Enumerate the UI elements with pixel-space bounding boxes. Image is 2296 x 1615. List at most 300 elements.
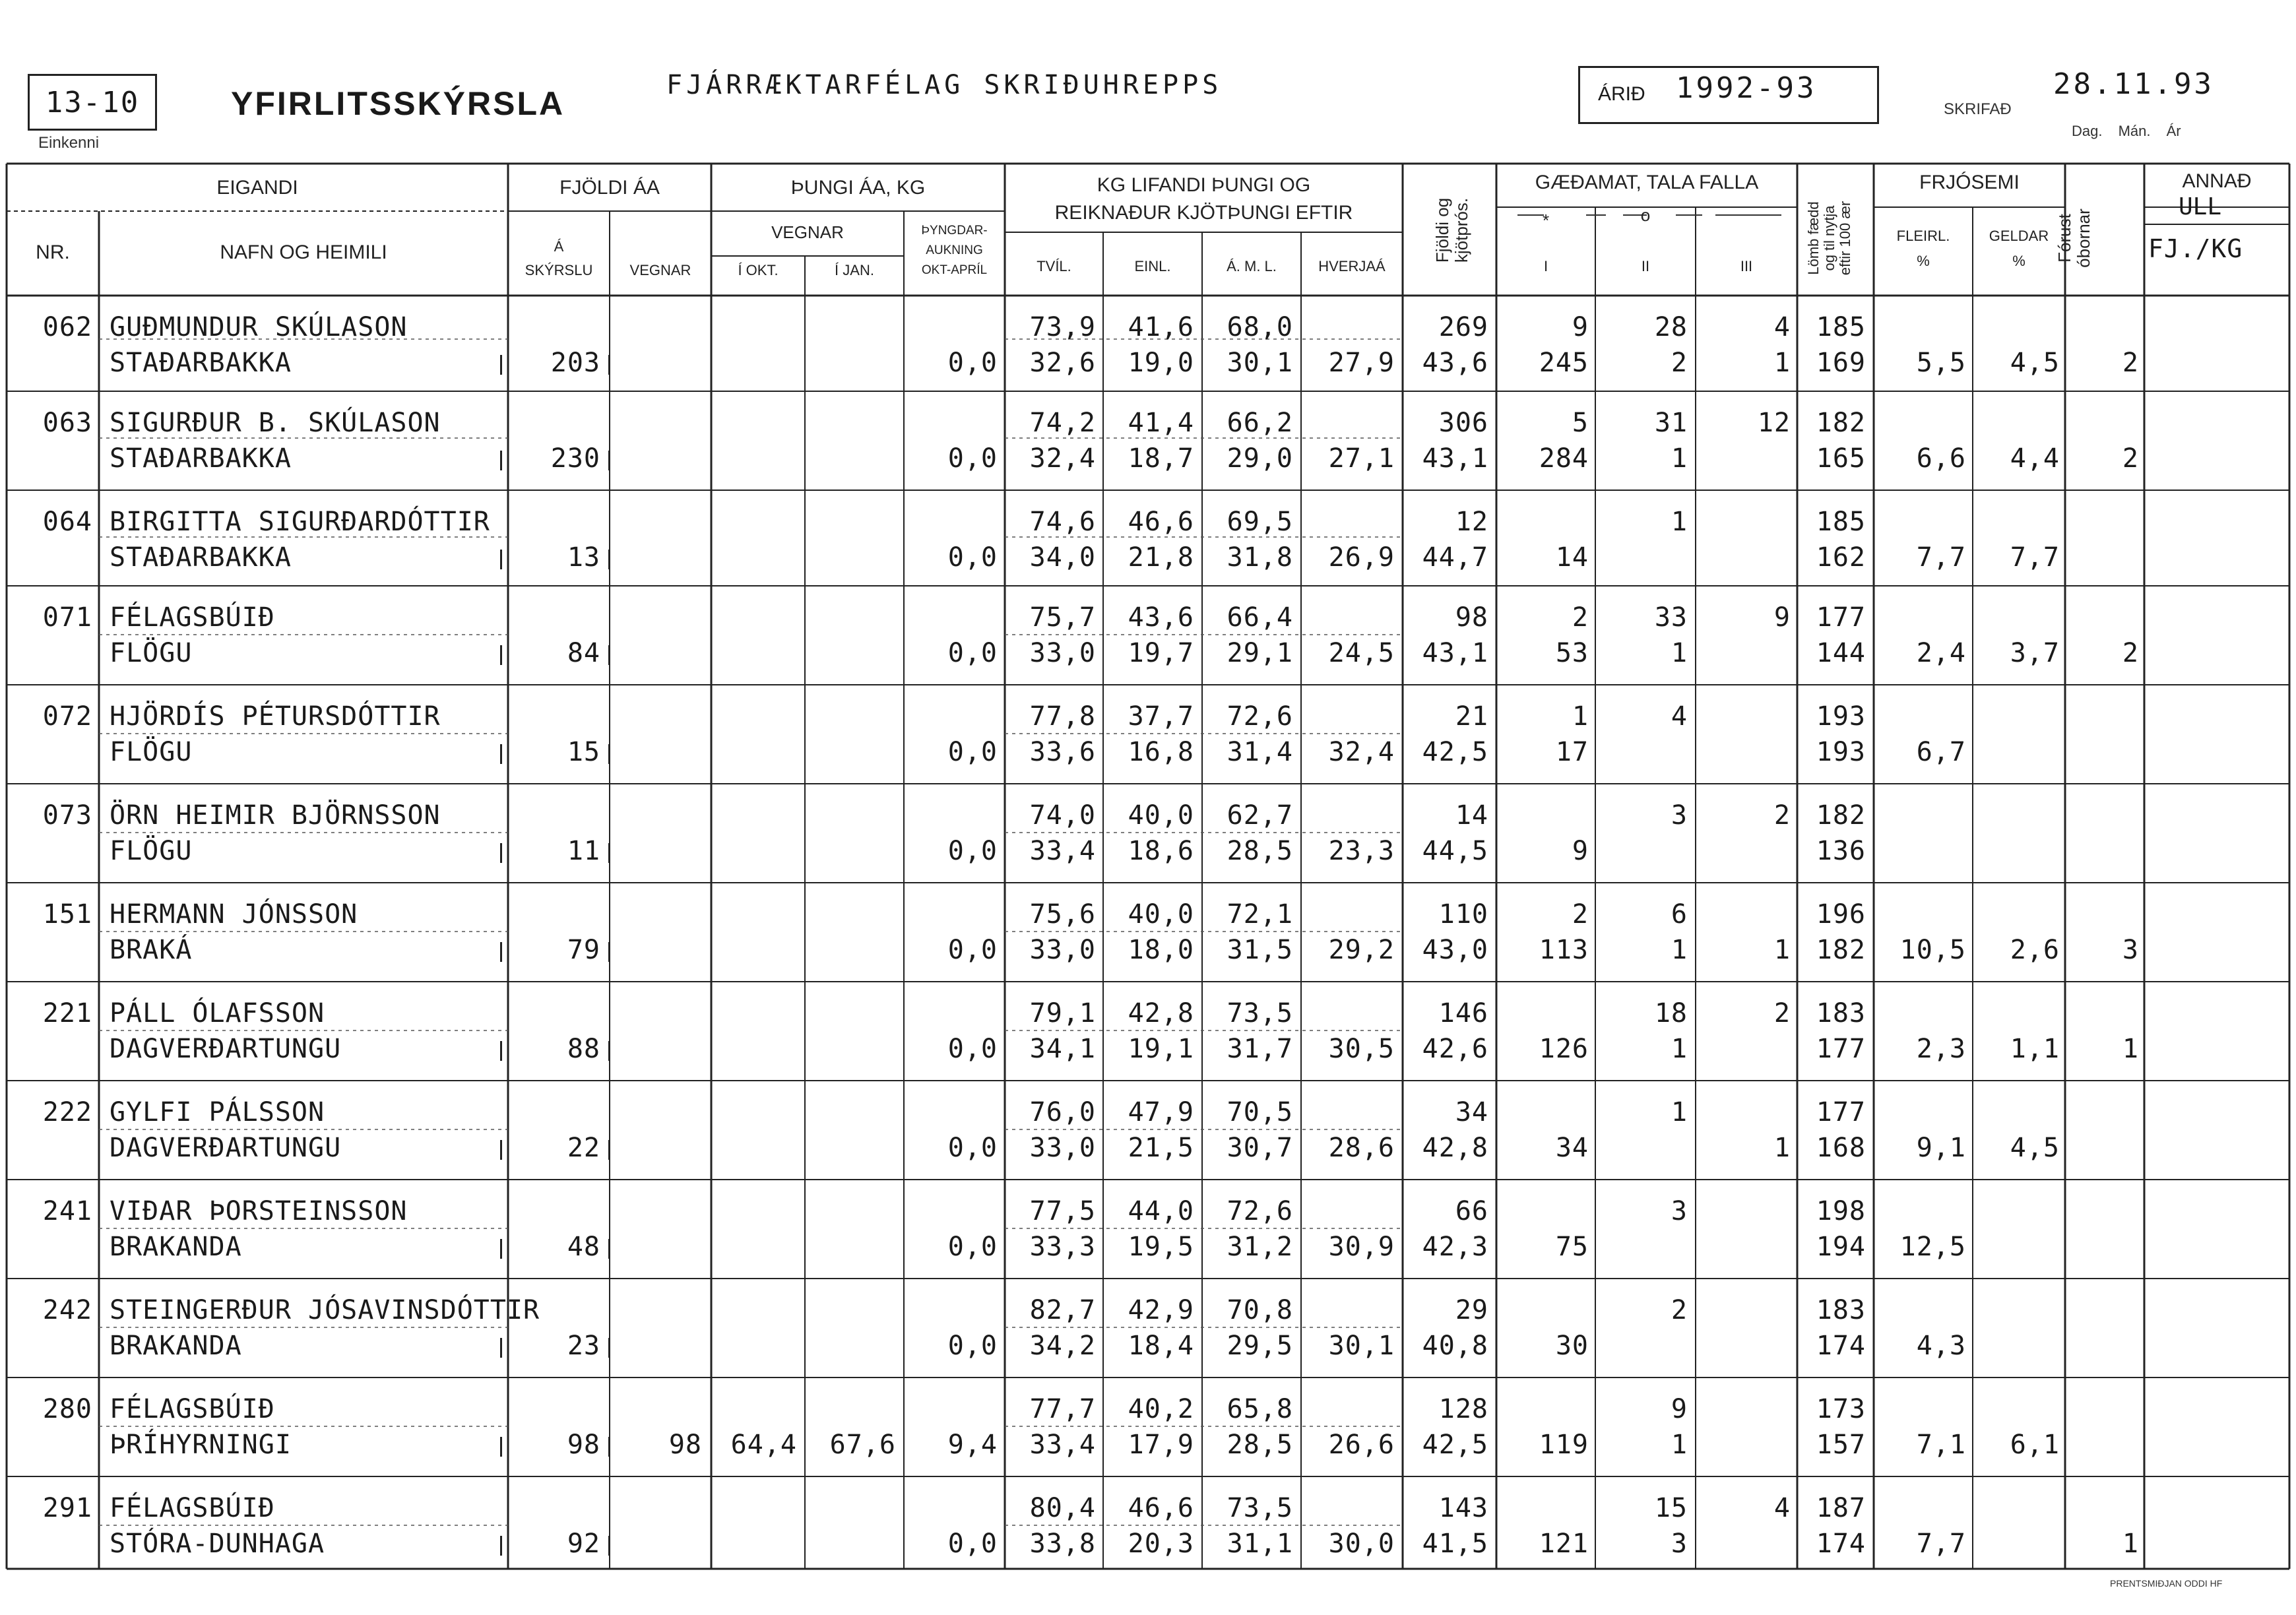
row-072-tvil: 77,8 bbox=[1029, 701, 1096, 732]
report-subtitle: FJÁRRÆKTARFÉLAG SKRIÐUHREPPS bbox=[666, 70, 1223, 100]
row-072-a-skyrslu: 15 bbox=[567, 737, 600, 767]
row-071-name: FÉLAGSBÚIÐ bbox=[110, 602, 275, 633]
row-222-lomb-nytja: 168 bbox=[1816, 1133, 1866, 1163]
row-291-tvil-kjot: 33,8 bbox=[1029, 1529, 1096, 1559]
row-151-a-skyrslu: 79 bbox=[567, 935, 600, 965]
col-lomb-1: Lömb fædd bbox=[1805, 201, 1822, 275]
row-062-gaedi-iii: 1 bbox=[1773, 348, 1791, 378]
row-280-i-okt: 64,4 bbox=[730, 1430, 797, 1460]
row-062-tvil: 73,9 bbox=[1029, 312, 1096, 342]
row-221-aml: 73,5 bbox=[1227, 998, 1293, 1029]
row-221-einl: 42,8 bbox=[1128, 998, 1194, 1029]
row-062-gaedi-i: 245 bbox=[1539, 348, 1589, 378]
row-222-einl: 47,9 bbox=[1128, 1097, 1194, 1127]
row-064-fleirl: 7,7 bbox=[1916, 542, 1966, 573]
row-063-home: STAÐARBAKKA bbox=[110, 443, 292, 474]
row-063-nr: 063 bbox=[42, 408, 92, 438]
value-bracket-tick bbox=[608, 451, 610, 470]
value-bracket-tick bbox=[500, 1437, 502, 1457]
row-064-hverjaa-kjot: 26,9 bbox=[1328, 542, 1395, 573]
row-063-gaedi-i: 284 bbox=[1539, 443, 1589, 474]
row-062-gaedi-iii-top: 4 bbox=[1773, 312, 1791, 342]
col-forust bbox=[2055, 166, 2101, 311]
row-064-einl-kjot: 21,8 bbox=[1128, 542, 1194, 573]
row-072-hverjaa-kjot: 32,4 bbox=[1328, 737, 1395, 767]
row-222-gaedi-iii: 1 bbox=[1773, 1133, 1791, 1163]
value-bracket-tick bbox=[608, 550, 610, 569]
row-071-lomb-nytja: 144 bbox=[1816, 638, 1866, 668]
row-242-einl-kjot: 18,4 bbox=[1128, 1331, 1194, 1361]
row-073-lomb-faedd: 182 bbox=[1816, 800, 1866, 831]
row-063-hverjaa-kjot: 27,1 bbox=[1328, 443, 1395, 474]
row-071-lomb-faedd: 177 bbox=[1816, 602, 1866, 633]
row-064-kjotpros: 44,7 bbox=[1422, 542, 1488, 573]
value-bracket-tick bbox=[608, 1536, 610, 1556]
row-280-name: FÉLAGSBÚIÐ bbox=[110, 1394, 275, 1424]
row-063-lomb-faedd: 182 bbox=[1816, 408, 1866, 438]
row-280-hverjaa-kjot: 26,6 bbox=[1328, 1430, 1395, 1460]
value-bracket-tick bbox=[500, 1140, 502, 1160]
row-291-einl-kjot: 20,3 bbox=[1128, 1529, 1194, 1559]
row-064-aml-kjot: 31,8 bbox=[1227, 542, 1293, 573]
col-a-skyrslu-1: Á bbox=[554, 238, 564, 255]
row-280-home: ÞRÍHYRNINGI bbox=[110, 1430, 292, 1460]
col-gaedamat: GÆÐAMAT, TALA FALLA bbox=[1535, 172, 1759, 193]
row-063-kjotpros: 43,1 bbox=[1422, 443, 1488, 474]
row-291-a-skyrslu: 92 bbox=[567, 1529, 600, 1559]
col-hverjaa: HVERJAÁ bbox=[1318, 258, 1386, 274]
row-071-gaedi-star: 2 bbox=[1572, 602, 1589, 633]
row-072-gaedi-circ: 4 bbox=[1671, 701, 1688, 732]
row-280-aukning: 9,4 bbox=[947, 1430, 998, 1460]
row-241-aml: 72,6 bbox=[1227, 1196, 1293, 1226]
row-064-geldar: 7,7 bbox=[2010, 542, 2060, 573]
row-222-nr: 222 bbox=[42, 1097, 92, 1127]
row-242-gaedi-circ: 2 bbox=[1671, 1295, 1688, 1325]
row-064-name: BIRGITTA SIGURÐARDÓTTIR bbox=[110, 507, 490, 537]
col-g-star: * bbox=[1542, 210, 1550, 230]
row-064-fjoldi: 12 bbox=[1455, 507, 1488, 537]
row-291-home: STÓRA-DUNHAGA bbox=[110, 1529, 325, 1559]
col-thyngd-1: ÞYNGDAR- bbox=[921, 224, 988, 238]
row-241-a-skyrslu: 48 bbox=[567, 1232, 600, 1262]
row-064-aml: 69,5 bbox=[1227, 507, 1293, 537]
row-071-gaedi-ii: 1 bbox=[1671, 638, 1688, 668]
row-073-aml-kjot: 28,5 bbox=[1227, 836, 1293, 866]
row-063-aml: 66,2 bbox=[1227, 408, 1293, 438]
row-242-tvil: 82,7 bbox=[1029, 1295, 1096, 1325]
col-forust-1: Fórust bbox=[2055, 214, 2074, 263]
row-221-tvil-kjot: 34,1 bbox=[1029, 1034, 1096, 1064]
row-241-einl: 44,0 bbox=[1128, 1196, 1194, 1226]
row-064-tvil-kjot: 34,0 bbox=[1029, 542, 1096, 573]
col-fleirl-pct: % bbox=[1917, 253, 1930, 269]
row-241-hverjaa-kjot: 30,9 bbox=[1328, 1232, 1395, 1262]
value-bracket-tick bbox=[500, 1239, 502, 1259]
row-151-aml: 72,1 bbox=[1227, 899, 1293, 930]
row-062-nr: 062 bbox=[42, 312, 92, 342]
row-291-hverjaa-kjot: 30,0 bbox=[1328, 1529, 1395, 1559]
row-062-lomb-nytja: 169 bbox=[1816, 348, 1866, 378]
row-241-gaedi-i: 75 bbox=[1555, 1232, 1589, 1262]
row-071-nr: 071 bbox=[42, 602, 92, 633]
row-151-tvil-kjot: 33,0 bbox=[1029, 935, 1096, 965]
row-062-lomb-faedd: 185 bbox=[1816, 312, 1866, 342]
row-064-aukning: 0,0 bbox=[947, 542, 998, 573]
row-242-nr: 242 bbox=[42, 1295, 92, 1325]
row-151-gaedi-star: 2 bbox=[1572, 899, 1589, 930]
row-280-gaedi-circ: 9 bbox=[1671, 1394, 1688, 1424]
row-280-lomb-faedd: 173 bbox=[1816, 1394, 1866, 1424]
row-291-aml: 73,5 bbox=[1227, 1493, 1293, 1523]
row-291-fleirl: 7,7 bbox=[1916, 1529, 1966, 1559]
row-151-forust: 3 bbox=[2122, 935, 2139, 965]
row-291-forust: 1 bbox=[2122, 1529, 2139, 1559]
row-291-tvil: 80,4 bbox=[1029, 1493, 1096, 1523]
col-annad-ull: ULL bbox=[2179, 193, 2222, 220]
row-071-gaedi-circ: 33 bbox=[1654, 602, 1688, 633]
col-g-circ: o bbox=[1640, 205, 1651, 225]
row-222-hverjaa-kjot: 28,6 bbox=[1328, 1133, 1395, 1163]
row-242-tvil-kjot: 34,2 bbox=[1029, 1331, 1096, 1361]
row-073-gaedi-i: 9 bbox=[1572, 836, 1589, 866]
row-063-gaedi-circ: 31 bbox=[1654, 408, 1688, 438]
row-073-lomb-nytja: 136 bbox=[1816, 836, 1866, 866]
row-072-aml-kjot: 31,4 bbox=[1227, 737, 1293, 767]
row-151-hverjaa-kjot: 29,2 bbox=[1328, 935, 1395, 965]
col-lomb-3: eftir 100 ær bbox=[1837, 201, 1854, 276]
row-151-einl: 40,0 bbox=[1128, 899, 1194, 930]
row-280-fjoldi: 128 bbox=[1438, 1394, 1488, 1424]
row-222-lomb-faedd: 177 bbox=[1816, 1097, 1866, 1127]
row-291-gaedi-circ: 15 bbox=[1654, 1493, 1688, 1523]
row-242-a-skyrslu: 23 bbox=[567, 1331, 600, 1361]
row-064-lomb-nytja: 162 bbox=[1816, 542, 1866, 573]
row-063-aukning: 0,0 bbox=[947, 443, 998, 474]
row-242-aml-kjot: 29,5 bbox=[1227, 1331, 1293, 1361]
row-242-einl: 42,9 bbox=[1128, 1295, 1194, 1325]
row-072-fleirl: 6,7 bbox=[1916, 737, 1966, 767]
value-bracket-tick bbox=[608, 355, 610, 375]
row-241-nr: 241 bbox=[42, 1196, 92, 1226]
row-242-aukning: 0,0 bbox=[947, 1331, 998, 1361]
value-bracket-tick bbox=[608, 744, 610, 764]
col-eigandi: EIGANDI bbox=[216, 177, 298, 199]
id-code: 13-10 bbox=[45, 85, 140, 119]
row-072-aml: 72,6 bbox=[1227, 701, 1293, 732]
row-071-einl-kjot: 19,7 bbox=[1128, 638, 1194, 668]
row-071-hverjaa-kjot: 24,5 bbox=[1328, 638, 1395, 668]
row-291-einl: 46,6 bbox=[1128, 1493, 1194, 1523]
row-280-geldar: 6,1 bbox=[2010, 1430, 2060, 1460]
date-value: 28.11.93 bbox=[2053, 67, 2214, 101]
value-bracket-tick bbox=[500, 451, 502, 470]
row-062-forust: 2 bbox=[2122, 348, 2139, 378]
row-291-nr: 291 bbox=[42, 1493, 92, 1523]
row-073-einl: 40,0 bbox=[1128, 800, 1194, 831]
row-063-fjoldi: 306 bbox=[1438, 408, 1488, 438]
row-222-tvil: 76,0 bbox=[1029, 1097, 1096, 1127]
row-064-home: STAÐARBAKKA bbox=[110, 542, 292, 573]
row-151-nr: 151 bbox=[42, 899, 92, 930]
row-280-fleirl: 7,1 bbox=[1916, 1430, 1966, 1460]
value-bracket-tick bbox=[500, 942, 502, 962]
col-fjoldi-kjotpros-1: Fjöldi og bbox=[1432, 197, 1452, 263]
row-072-lomb-nytja: 193 bbox=[1816, 737, 1866, 767]
value-bracket-tick bbox=[500, 744, 502, 764]
row-063-gaedi-star: 5 bbox=[1572, 408, 1589, 438]
row-072-tvil-kjot: 33,6 bbox=[1029, 737, 1096, 767]
row-072-gaedi-i: 17 bbox=[1555, 737, 1589, 767]
row-291-kjotpros: 41,5 bbox=[1422, 1529, 1488, 1559]
row-221-kjotpros: 42,6 bbox=[1422, 1034, 1488, 1064]
row-221-hverjaa-kjot: 30,5 bbox=[1328, 1034, 1395, 1064]
row-073-aukning: 0,0 bbox=[947, 836, 998, 866]
row-071-einl: 43,6 bbox=[1128, 602, 1194, 633]
row-280-tvil-kjot: 33,4 bbox=[1029, 1430, 1096, 1460]
row-151-lomb-nytja: 182 bbox=[1816, 935, 1866, 965]
row-062-kjotpros: 43,6 bbox=[1422, 348, 1488, 378]
row-241-name: VIÐAR ÞORSTEINSSON bbox=[110, 1196, 408, 1226]
row-222-aml-kjot: 30,7 bbox=[1227, 1133, 1293, 1163]
report-title: YFIRLITSSKÝRSLA bbox=[231, 85, 565, 122]
row-072-fjoldi: 21 bbox=[1455, 701, 1488, 732]
col-geldar: GELDAR bbox=[1989, 228, 2049, 244]
row-242-hverjaa-kjot: 30,1 bbox=[1328, 1331, 1395, 1361]
value-bracket-tick bbox=[608, 1338, 610, 1358]
row-151-gaedi-circ: 6 bbox=[1671, 899, 1688, 930]
row-072-kjotpros: 42,5 bbox=[1422, 737, 1488, 767]
row-072-nr: 072 bbox=[42, 701, 92, 732]
row-063-einl-kjot: 18,7 bbox=[1128, 443, 1194, 474]
row-071-forust: 2 bbox=[2122, 638, 2139, 668]
row-064-lomb-faedd: 185 bbox=[1816, 507, 1866, 537]
row-071-home: FLÖGU bbox=[110, 638, 193, 668]
col-i-jan: Í JAN. bbox=[835, 262, 874, 278]
row-222-fleirl: 9,1 bbox=[1916, 1133, 1966, 1163]
row-071-tvil-kjot: 33,0 bbox=[1029, 638, 1096, 668]
row-063-geldar: 4,4 bbox=[2010, 443, 2060, 474]
row-151-einl-kjot: 18,0 bbox=[1128, 935, 1194, 965]
value-bracket-tick bbox=[608, 1140, 610, 1160]
row-062-hverjaa-kjot: 27,9 bbox=[1328, 348, 1395, 378]
row-073-name: ÖRN HEIMIR BJÖRNSSON bbox=[110, 800, 441, 831]
row-071-aml: 66,4 bbox=[1227, 602, 1293, 633]
row-221-gaedi-circ: 18 bbox=[1654, 998, 1688, 1029]
col-annad: ANNAÐ bbox=[2182, 170, 2252, 192]
row-241-tvil-kjot: 33,3 bbox=[1029, 1232, 1096, 1262]
row-242-lomb-faedd: 183 bbox=[1816, 1295, 1866, 1325]
row-221-name: PÁLL ÓLAFSSON bbox=[110, 998, 325, 1029]
col-vegnar: VEGNAR bbox=[629, 262, 691, 278]
col-i-okt: Í OKT. bbox=[738, 262, 779, 278]
row-151-home: BRAKÁ bbox=[110, 935, 193, 965]
row-221-tvil: 79,1 bbox=[1029, 998, 1096, 1029]
row-073-tvil-kjot: 33,4 bbox=[1029, 836, 1096, 866]
row-071-aml-kjot: 29,1 bbox=[1227, 638, 1293, 668]
row-062-fleirl: 5,5 bbox=[1916, 348, 1966, 378]
row-241-home: BRAKANDA bbox=[110, 1232, 242, 1262]
row-062-gaedi-circ: 28 bbox=[1654, 312, 1688, 342]
row-073-nr: 073 bbox=[42, 800, 92, 831]
row-221-gaedi-i: 126 bbox=[1539, 1034, 1589, 1064]
col-nafn: NAFN OG HEIMILI bbox=[220, 241, 387, 263]
row-242-fleirl: 4,3 bbox=[1916, 1331, 1966, 1361]
row-072-einl: 37,7 bbox=[1128, 701, 1194, 732]
value-bracket-tick bbox=[608, 1437, 610, 1457]
row-063-tvil-kjot: 32,4 bbox=[1029, 443, 1096, 474]
row-073-fjoldi: 14 bbox=[1455, 800, 1488, 831]
row-062-aukning: 0,0 bbox=[947, 348, 998, 378]
row-151-name: HERMANN JÓNSSON bbox=[110, 899, 358, 930]
row-151-aukning: 0,0 bbox=[947, 935, 998, 965]
row-151-lomb-faedd: 196 bbox=[1816, 899, 1866, 930]
row-280-einl-kjot: 17,9 bbox=[1128, 1430, 1194, 1460]
value-bracket-tick bbox=[608, 645, 610, 665]
row-222-aml: 70,5 bbox=[1227, 1097, 1293, 1127]
row-222-kjotpros: 42,8 bbox=[1422, 1133, 1488, 1163]
row-280-tvil: 77,7 bbox=[1029, 1394, 1096, 1424]
row-064-gaedi-circ: 1 bbox=[1671, 507, 1688, 537]
row-280-gaedi-ii: 1 bbox=[1671, 1430, 1688, 1460]
row-280-lomb-nytja: 157 bbox=[1816, 1430, 1866, 1460]
row-062-gaedi-star: 9 bbox=[1572, 312, 1589, 342]
id-code-box bbox=[28, 74, 157, 131]
row-291-aml-kjot: 31,1 bbox=[1227, 1529, 1293, 1559]
col-aml: Á. M. L. bbox=[1227, 258, 1277, 274]
row-062-home: STAÐARBAKKA bbox=[110, 348, 292, 378]
row-280-gaedi-i: 119 bbox=[1539, 1430, 1589, 1460]
date-written-label: SKRIFAÐ bbox=[1944, 100, 2012, 118]
row-062-aml: 68,0 bbox=[1227, 312, 1293, 342]
row-151-fjoldi: 110 bbox=[1438, 899, 1488, 930]
col-geldar-pct: % bbox=[2012, 253, 2025, 269]
col-frjosemi: FRJÓSEMI bbox=[1919, 172, 2020, 193]
row-221-gaedi-iii-top: 2 bbox=[1773, 998, 1791, 1029]
row-241-kjotpros: 42,3 bbox=[1422, 1232, 1488, 1262]
row-221-lomb-faedd: 183 bbox=[1816, 998, 1866, 1029]
row-063-lomb-nytja: 165 bbox=[1816, 443, 1866, 474]
col-tvil: TVÍL. bbox=[1036, 258, 1071, 274]
row-280-aml: 65,8 bbox=[1227, 1394, 1293, 1424]
row-222-gaedi-circ: 1 bbox=[1671, 1097, 1688, 1127]
col-fleirl: FLEIRL. bbox=[1896, 228, 1950, 244]
row-222-einl-kjot: 21,5 bbox=[1128, 1133, 1194, 1163]
row-280-kjotpros: 42,5 bbox=[1422, 1430, 1488, 1460]
col-annad-fjkg: FJ./KG bbox=[2148, 234, 2243, 263]
row-241-einl-kjot: 19,5 bbox=[1128, 1232, 1194, 1262]
date-parts-label: Dag. Mán. Ár bbox=[2072, 123, 2181, 139]
row-073-a-skyrslu: 11 bbox=[567, 836, 600, 866]
row-291-lomb-faedd: 187 bbox=[1816, 1493, 1866, 1523]
value-bracket-tick bbox=[500, 1338, 502, 1358]
value-bracket-tick bbox=[500, 355, 502, 375]
col-thyngd-2: AUKNING bbox=[926, 243, 983, 257]
printer-note: PRENTSMIÐJAN ODDI HF bbox=[2110, 1578, 2223, 1589]
row-222-tvil-kjot: 33,0 bbox=[1029, 1133, 1096, 1163]
row-221-a-skyrslu: 88 bbox=[567, 1034, 600, 1064]
row-063-forust: 2 bbox=[2122, 443, 2139, 474]
row-063-gaedi-ii: 1 bbox=[1671, 443, 1688, 474]
col-fjoldi-kjotpros bbox=[1432, 138, 1471, 323]
row-241-fleirl: 12,5 bbox=[1899, 1232, 1966, 1262]
row-064-nr: 064 bbox=[42, 507, 92, 537]
row-072-aukning: 0,0 bbox=[947, 737, 998, 767]
row-222-name: GYLFI PÁLSSON bbox=[110, 1097, 325, 1127]
col-vegnar2: VEGNAR bbox=[771, 222, 844, 242]
row-071-tvil: 75,7 bbox=[1029, 602, 1096, 633]
year-value: 1992-93 bbox=[1676, 71, 1817, 105]
row-072-einl-kjot: 16,8 bbox=[1128, 737, 1194, 767]
row-242-name: STEINGERÐUR JÓSAVINSDÓTTIR bbox=[110, 1295, 540, 1325]
row-291-gaedi-ii: 3 bbox=[1671, 1529, 1688, 1559]
row-280-a-skyrslu: 98 bbox=[567, 1430, 600, 1460]
row-221-fleirl: 2,3 bbox=[1916, 1034, 1966, 1064]
col-thyngd-3: OKT-APRÍL bbox=[921, 263, 988, 277]
row-280-einl: 40,2 bbox=[1128, 1394, 1194, 1424]
row-242-aml: 70,8 bbox=[1227, 1295, 1293, 1325]
row-072-gaedi-star: 1 bbox=[1572, 701, 1589, 732]
row-280-aml-kjot: 28,5 bbox=[1227, 1430, 1293, 1460]
row-071-gaedi-iii-top: 9 bbox=[1773, 602, 1791, 633]
value-bracket-tick bbox=[500, 645, 502, 665]
row-151-gaedi-i: 113 bbox=[1539, 935, 1589, 965]
col-g-ii: II bbox=[1641, 258, 1650, 274]
row-291-fjoldi: 143 bbox=[1438, 1493, 1488, 1523]
row-073-aml: 62,7 bbox=[1227, 800, 1293, 831]
row-151-tvil: 75,6 bbox=[1029, 899, 1096, 930]
col-g-iii: III bbox=[1740, 258, 1753, 274]
row-151-geldar: 2,6 bbox=[2010, 935, 2060, 965]
row-151-aml-kjot: 31,5 bbox=[1227, 935, 1293, 965]
row-063-gaedi-iii-top: 12 bbox=[1757, 408, 1791, 438]
row-063-fleirl: 6,6 bbox=[1916, 443, 1966, 474]
row-221-einl-kjot: 19,1 bbox=[1128, 1034, 1194, 1064]
row-221-lomb-nytja: 177 bbox=[1816, 1034, 1866, 1064]
row-221-gaedi-ii: 1 bbox=[1671, 1034, 1688, 1064]
row-222-fjoldi: 34 bbox=[1455, 1097, 1488, 1127]
row-073-einl-kjot: 18,6 bbox=[1128, 836, 1194, 866]
row-063-einl: 41,4 bbox=[1128, 408, 1194, 438]
row-062-gaedi-ii: 2 bbox=[1671, 348, 1688, 378]
row-073-tvil: 74,0 bbox=[1029, 800, 1096, 831]
row-071-aukning: 0,0 bbox=[947, 638, 998, 668]
row-241-lomb-nytja: 194 bbox=[1816, 1232, 1866, 1262]
col-einl: EINL. bbox=[1134, 258, 1171, 274]
row-242-home: BRAKANDA bbox=[110, 1331, 242, 1361]
row-062-a-skyrslu: 203 bbox=[550, 348, 600, 378]
value-bracket-tick bbox=[608, 942, 610, 962]
row-062-geldar: 4,5 bbox=[2010, 348, 2060, 378]
row-291-lomb-nytja: 174 bbox=[1816, 1529, 1866, 1559]
value-bracket-tick bbox=[608, 843, 610, 863]
row-221-home: DAGVERÐARTUNGU bbox=[110, 1034, 342, 1064]
row-221-aukning: 0,0 bbox=[947, 1034, 998, 1064]
id-label: Einkenni bbox=[38, 134, 100, 152]
col-forust-2: óbornar bbox=[2073, 208, 2093, 268]
row-071-gaedi-i: 53 bbox=[1555, 638, 1589, 668]
row-063-aml-kjot: 29,0 bbox=[1227, 443, 1293, 474]
row-151-fleirl: 10,5 bbox=[1899, 935, 1966, 965]
row-291-name: FÉLAGSBÚIÐ bbox=[110, 1493, 275, 1523]
row-242-fjoldi: 29 bbox=[1455, 1295, 1488, 1325]
row-291-gaedi-i: 121 bbox=[1539, 1529, 1589, 1559]
row-151-gaedi-ii: 1 bbox=[1671, 935, 1688, 965]
row-222-geldar: 4,5 bbox=[2010, 1133, 2060, 1163]
row-221-fjoldi: 146 bbox=[1438, 998, 1488, 1029]
row-064-tvil: 74,6 bbox=[1029, 507, 1096, 537]
row-071-fleirl: 2,4 bbox=[1916, 638, 1966, 668]
